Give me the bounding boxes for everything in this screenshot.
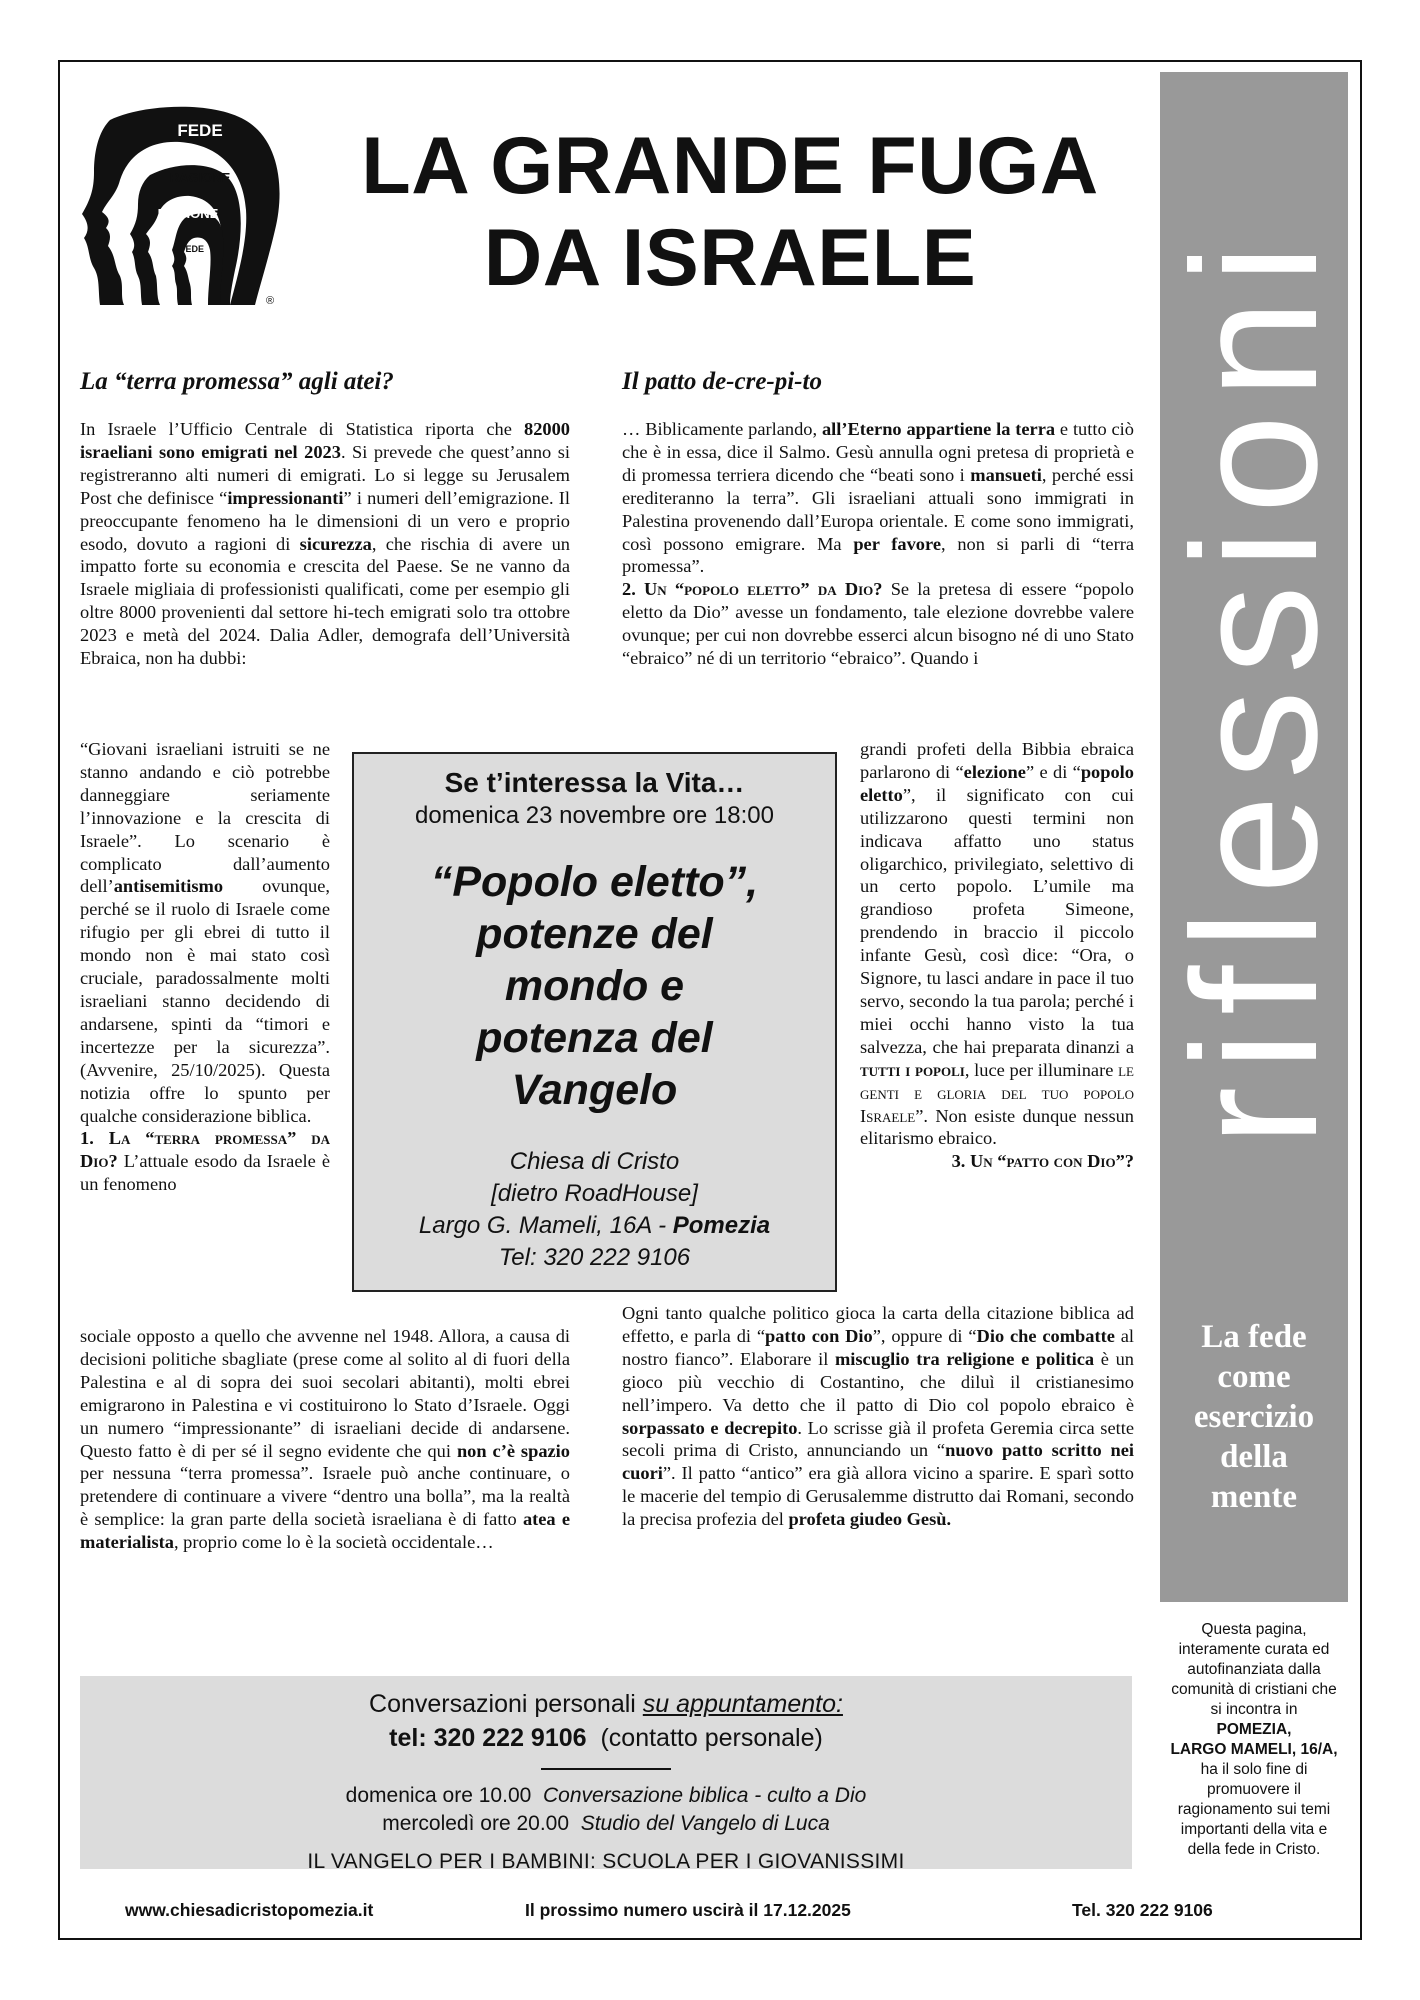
emphasis: Dio che combatte [976,1325,1115,1346]
logo-word-2: RAGIONE [169,170,231,185]
text: , perché essi erediteranno la terra”. Gli israeliani attuali sono immigrati in Palestina provenendo dall’Europa orientale. E come sono immigrati, così possono emigrare. Ma [622,464,1134,554]
event-church: Chiesa di Cristo [509,1148,680,1175]
text: , che rischia di avere un impatto forte su economia e crescita del Paese. Se ne vanno da Israele migliaia di professionisti qualificati, come per esempio gli oltre 8000 provenienti dal settore hi-tech emigrati solo tra ottobre 2023 e metà del 2024. Dalia Adler, demografa dell’Università Ebraica, non ha dubbi: [80,533,570,669]
col2-paragraph-2 [860,738,1134,1173]
event-title [354,856,835,1116]
text: grandi profeti della Bibbia ebraica parlarono di “ [860,739,1134,782]
emphasis: popolo eletto [860,761,1134,805]
tagline-line: esercizio [1193,1399,1315,1435]
event-phone: Tel: 320 222 9106 [498,1244,691,1271]
event-title-line: “Popolo eletto”, [430,858,759,906]
event-title-line: potenza del [476,1014,713,1062]
text: per nessuna “terra promessa”. Israele può anche continuare, o pretendere di continuare a vivere “dentro una bolla”, ma la realtà è semplice: la gran parte della società israeliana è di fatto [80,1463,570,1530]
emphasis: nuovo patto scritto nei cuori [622,1440,1134,1484]
text: , non si parli di “terra promessa”. [622,533,1134,577]
col1-heading: La “terra promessa” agli atei? [80,368,394,395]
event-datetime: domenica 23 novembre ore 18:00 [415,802,774,829]
emphasis: all’Eterno appartiene la terra [821,419,1056,439]
schedule-line [80,1810,1132,1838]
underlined-text: su appuntamento: [642,1690,843,1718]
schedule-line [80,1782,1132,1810]
event-kicker: Se t’interessa la Vita… [444,767,745,798]
col1-paragraph-3 [80,1325,570,1554]
text: … Biblicamente parlando, [622,419,822,439]
text: ”. Il patto “antico” era già allora vicino a sparire. E sparì sotto le macerie del tempio di Gerusalemme distrutto dai Romani, secondo la precisa profezia del [622,1463,1134,1530]
riflessioni-sidebar [1155,72,1354,1602]
headline [330,120,1130,304]
text: e tutto ciò che è in essa, dice il Salmo. Gesù annulla ogni pretesa di proprietà e di promessa terriera dicendo che “beati sono i [622,419,1134,485]
event-hint: [dietro RoadHouse] [491,1180,698,1207]
fede-ragione-logo [80,100,310,310]
text: L’attuale esodo da Israele è un fenomeno [80,1151,330,1195]
text: è un gioco più vecchio di Costantino, che diluì il cristianesimo nell’impero. Va detto che il patto di Dio col popolo ebraico è [622,1348,1134,1415]
event-title-line: potenze del [476,910,713,958]
logo-word-1: FEDE [177,121,223,140]
text: ”. Non esiste dunque nessun elitarismo ebraico. [860,1105,1134,1149]
footer-phone: Tel. 320 222 9106 [1072,1900,1213,1920]
text: . Si prevede che quest’anno si registreranno alti numeri di emigrati. Lo si legge su Jerusalem Post che definisce “ [80,441,570,508]
col2-paragraph-3 [622,1302,1134,1531]
footer-website: www.chiesadicristopomezia.it [125,1900,374,1920]
text: In Israele l’Ufficio Centrale di Statistica riporta che [80,419,525,439]
profiles-logo-icon [80,100,310,310]
col1-paragraph-1 [80,418,570,670]
emphasis: patto con Dio [765,1325,873,1346]
schedule-time: mercoledì ore 20.00 [382,1812,570,1835]
note-address: LARGO MAMELI, 16/A, [1170,1741,1338,1758]
headline-line-2: DA ISRAELE [483,213,977,303]
note-text: Questa pagina, interamente curata ed autofinanziata dalla comunità di cristiani che si incontra in [1171,1621,1337,1718]
contact-info-box [80,1676,1132,1873]
emphasis: impressionanti [227,487,344,508]
text: al nostro fianco”. Elaborare il [622,1325,1135,1369]
sidebar-tagline [1160,1317,1348,1517]
headline-line-1: LA GRANDE FUGA [361,121,1099,211]
note-text: ha il solo fine di promuovere il ragionamento sui temi importanti della vita e della fede in Cristo. [1177,1761,1331,1858]
emphasis: 82000 israeliani sono emigrati nel 2023 [80,419,570,462]
schedule-desc: Studio del Vangelo di Luca [580,1812,830,1835]
col2-heading: Il patto de-cre-pi-to [622,368,822,395]
text: ” e di “ [1025,761,1081,782]
text: ovunque, perché se il ruolo di Israele come rifugio per gli ebrei di tutto il mondo non è mai stato così cruciale, paradossalmente molti israeliani stanno decidendo di andarsene, spinti da “timori e incertezze per la sicurezza”. (Avvenire, 25/10/2025). Questa notizia offre lo spunto per qualche considerazione biblica. [80,876,330,1126]
col2-paragraph-1 [622,418,1134,670]
text: ” i numeri dell’emigrazione. Il preoccupante fenomeno ha le dimensioni di un vero e proprio esodo, dovuto a ragioni di [80,487,570,554]
tagline-line: della [1220,1439,1288,1475]
event-title-line: Vangelo [511,1066,678,1114]
text: ”, oppure di “ [872,1325,977,1346]
text: Ogni tanto qualche politico gioca la carta della citazione biblica ad effetto, e parla di “ [622,1303,1134,1346]
emphasis: mansueti [970,464,1042,485]
tagline-line: come [1217,1359,1291,1395]
event-city: Pomezia [672,1212,771,1239]
text: “Giovani israeliani istruiti se ne stanno andando e ciò potrebbe danneggiare seriamente l’innovazione e la crescita di Israele”. Lo scenario è complicato dall’aumento dell’ [80,739,330,897]
text: ”, il significato con cui utilizzarono questi termini non indicava affatto uno status oligarchico, privilegiato, selettivo di un certo popolo. L’umile ma grandioso profeta Simeone, prendendo in braccio il piccolo infante Gesù, così dice: “Ora, o Signore, tu lasci andare in pace il tuo servo, secondo la tua parola; perché i miei occhi hanno visto la tua salvezza, che hai preparata dinanzi a [860,784,1134,1057]
emphasis: antisemitismo [113,876,224,897]
section-number: 1. [80,1128,109,1149]
divider [541,1768,671,1770]
logo-word-3: RAGIONE [157,206,219,221]
text: , luce per illuminare [964,1059,1119,1080]
emphasis: elezione [963,761,1026,782]
emphasis: sicurezza [299,533,372,554]
logo-word-4: FEDE [179,244,205,254]
emphasis: atea e materialista [80,1509,570,1553]
phone-note: (contatto personale) [600,1724,823,1752]
appointment-line [80,1688,1132,1720]
tagline-line: mente [1210,1479,1298,1515]
text: sociale opposto a quello che avvenne nel 1948. Allora, a causa di decisioni politiche sbagliate (prese come al solito al di fuori della Palestina e al di sopra dei suoi secolari abitanti), molti ebrei emigrarono in Palestina e vi costituirono lo Stato d’Israele. Oggi un numero “impressionante” di israeliani decide di andarsene. Questo fatto è di per sé il segno evidente che qui [80,1326,570,1461]
col1-paragraph-2 [80,738,330,1196]
emphasis: non c’è spazio [456,1440,570,1461]
kids-school-line: IL VANGELO PER I BAMBINI: SCUOLA PER I GIOVANISSIMI [307,1850,905,1873]
text: , proprio come lo è la società occidentale… [173,1532,494,1553]
small-caps-text: tutti i popoli [860,1059,965,1080]
event-location [354,1146,835,1274]
text: . Lo scrisse già il profeta Geremia circa sette secoli prima di Cristo, annunciando un “ [622,1417,1134,1461]
text: Conversazioni personali [369,1690,643,1718]
schedule-desc: Conversazione biblica - culto a Dio [542,1784,867,1807]
event-address [354,1210,835,1242]
schedule-time: domenica ore 10.00 [345,1784,532,1807]
footer-next-issue: Il prossimo numero uscirà il 17.12.2025 [525,1900,851,1920]
section-title: La “terra promessa” da Dio? [80,1128,330,1172]
emphasis: sorpassato e decrepito [622,1417,798,1438]
section-title: Un “patto con Dio”? [969,1151,1134,1172]
emphasis: miscuglio tra religione e politica [834,1348,1095,1369]
registered-mark: ® [266,295,275,307]
section-number: 2. [622,579,645,600]
emphasis: profeta giudeo Gesù. [788,1509,952,1530]
section-title: Un “popolo eletto” da Dio? [644,579,883,600]
note-place: POMEZIA, [1216,1721,1292,1738]
event-box [352,752,837,1292]
phone-line [80,1720,1132,1756]
event-title-line: mondo e [504,962,685,1010]
small-caps-text: le genti e gloria del tuo popolo Israele [860,1059,1134,1126]
address-text: Largo G. Mameli, 16A - [418,1212,673,1239]
phone-number: tel: 320 222 9106 [389,1724,587,1752]
text: Se la pretesa di essere “popolo eletto da Dio” avesse un fondamento, tale elezione dovrebbe valere ovunque; per cui non dovrebbe esserci alcun bisogno né di uno Stato “ebraico” né di un territorio “ebraico”. Quando i [622,579,1134,669]
emphasis: per favore [853,533,941,554]
tagline-line: La fede [1201,1319,1307,1355]
sidebar-word: riflessioni [1155,228,1354,1146]
section-number: 3. [951,1151,970,1172]
sidebar-note [1168,1620,1340,1860]
